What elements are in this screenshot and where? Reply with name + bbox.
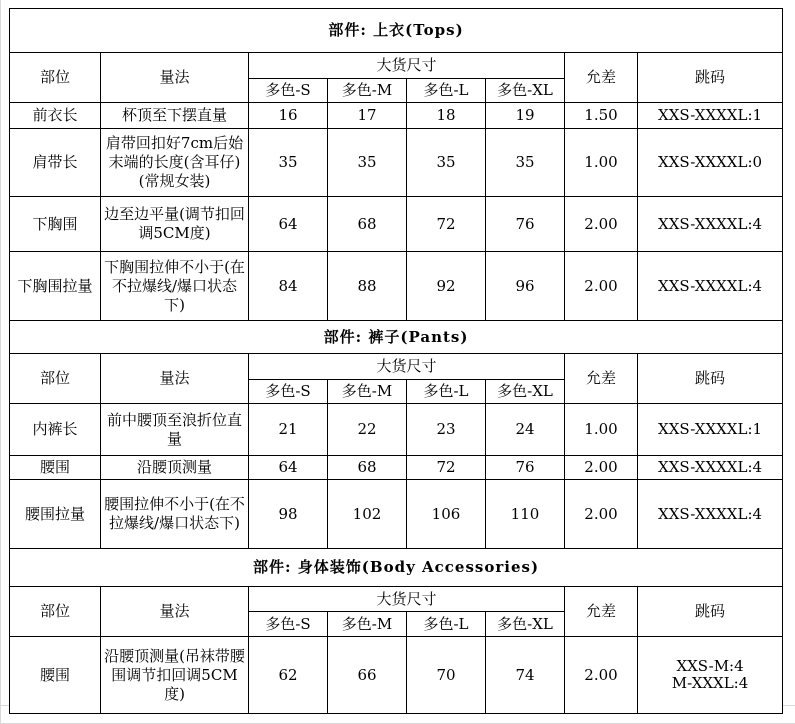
grading-cell: [638, 637, 783, 714]
size-value: 35: [407, 129, 486, 197]
header-tolerance: 允差: [565, 53, 638, 103]
header-size: 多色-XL: [486, 612, 565, 637]
measure-method: 边至边平量(调节扣回调5CM度): [101, 197, 249, 252]
measure-method: 前中腰顶至浪折位直量: [101, 404, 249, 456]
tolerance-value: 1.00: [565, 404, 638, 456]
size-value: 74: [486, 637, 565, 714]
size-value: 24: [486, 404, 565, 456]
part-name: 内裤长: [10, 404, 101, 456]
header-row: [10, 587, 783, 612]
size-value: 84: [249, 252, 328, 321]
part-name: 下胸围: [10, 197, 101, 252]
section-title-row: [10, 9, 783, 53]
section-title: 部件: 上衣(Tops): [10, 9, 783, 53]
size-value: 64: [249, 197, 328, 252]
size-value: 88: [328, 252, 407, 321]
size-value: 62: [249, 637, 328, 714]
grading-cell: [638, 252, 783, 321]
size-value: 35: [328, 129, 407, 197]
grading-cell: [638, 129, 783, 197]
grading-value: XXS-XXXXL:4: [658, 214, 763, 233]
table-row: [10, 637, 783, 714]
size-value: 96: [486, 252, 565, 321]
tolerance-value: 2.00: [565, 456, 638, 480]
measure-method: 沿腰顶测量(吊袜带腰围调节扣回调5CM度): [101, 637, 249, 714]
size-value: 21: [249, 404, 328, 456]
table-row: [10, 404, 783, 456]
grading-value: XXS-M:4: [676, 657, 744, 675]
header-size: 多色-XL: [486, 380, 565, 404]
header-method: 量法: [101, 53, 249, 103]
part-name: 肩带长: [10, 129, 101, 197]
header-row: [10, 354, 783, 380]
grading-value: XXS-XXXXL:4: [658, 458, 763, 476]
table-row: [10, 480, 783, 549]
grading-cell: [638, 103, 783, 129]
header-size: 多色-XL: [486, 79, 565, 103]
header-grading: 跳码: [638, 587, 783, 637]
size-value: 23: [407, 404, 486, 456]
measure-method: 肩带回扣好7cm后始末端的长度(含耳仔)(常规女装): [101, 129, 249, 197]
size-value: 18: [407, 103, 486, 129]
grading-cell: [638, 197, 783, 252]
header-size-group: 大货尺寸: [249, 354, 565, 380]
header-method: 量法: [101, 354, 249, 404]
header-size: 多色-S: [249, 612, 328, 637]
header-size: 多色-M: [328, 612, 407, 637]
part-name: 前衣长: [10, 103, 101, 129]
section-title: 部件: 裤子(Pants): [10, 321, 783, 354]
grading-cell: [638, 480, 783, 549]
size-value: 72: [407, 456, 486, 480]
table-row: [10, 456, 783, 480]
grading-value: M-XXXL:4: [671, 674, 749, 692]
size-value: 16: [249, 103, 328, 129]
size-value: 22: [328, 404, 407, 456]
table-row: [10, 197, 783, 252]
header-size: 多色-M: [328, 79, 407, 103]
grading-value: XXS-XXXXL:1: [658, 106, 763, 124]
measure-method: 杯顶至下摆直量: [101, 103, 249, 129]
header-method: 量法: [101, 587, 249, 637]
table-row: [10, 103, 783, 129]
grading-cell: [638, 456, 783, 480]
header-size-group: 大货尺寸: [249, 53, 565, 79]
header-grading: 跳码: [638, 354, 783, 404]
header-row: [10, 53, 783, 79]
part-name: 下胸围拉量: [10, 252, 101, 321]
header-tolerance: 允差: [565, 354, 638, 404]
size-value: 76: [486, 197, 565, 252]
header-part: 部位: [10, 53, 101, 103]
section-title: 部件: 身体装饰(Body Accessories): [10, 549, 783, 587]
size-value: 98: [249, 480, 328, 549]
measure-method: 沿腰顶测量: [101, 456, 249, 480]
measure-method: 下胸围拉伸不小于(在不拉爆线/爆口状态下): [101, 252, 249, 321]
size-value: 106: [407, 480, 486, 549]
header-size: 多色-L: [407, 380, 486, 404]
grading-cell: [638, 404, 783, 456]
header-part: 部位: [10, 354, 101, 404]
grading-value: XXS-XXXXL:1: [658, 420, 763, 438]
size-value: 110: [486, 480, 565, 549]
size-value: 35: [486, 129, 565, 197]
header-part: 部位: [10, 587, 101, 637]
size-value: 72: [407, 197, 486, 252]
tolerance-value: 2.00: [565, 252, 638, 321]
tolerance-value: 2.00: [565, 480, 638, 549]
table-row: [10, 252, 783, 321]
tolerance-value: 2.00: [565, 197, 638, 252]
tolerance-value: 1.00: [565, 129, 638, 197]
section-title-row: [10, 549, 783, 587]
header-size: 多色-M: [328, 380, 407, 404]
spec-table: [9, 8, 783, 714]
size-value: 68: [328, 197, 407, 252]
header-size: 多色-L: [407, 79, 486, 103]
measure-method: 腰围拉伸不小于(在不拉爆线/爆口状态下): [101, 480, 249, 549]
part-name: 腰围: [10, 456, 101, 480]
size-value: 76: [486, 456, 565, 480]
size-value: 92: [407, 252, 486, 321]
grading-value: XXS-XXXXL:4: [658, 504, 763, 523]
grading-value: XXS-XXXXL:4: [658, 276, 763, 295]
header-size-group: 大货尺寸: [249, 587, 565, 612]
tolerance-value: 2.00: [565, 637, 638, 714]
size-value: 64: [249, 456, 328, 480]
header-size: 多色-L: [407, 612, 486, 637]
part-name: 腰围: [10, 637, 101, 714]
header-size: 多色-S: [249, 79, 328, 103]
header-grading: 跳码: [638, 53, 783, 103]
header-tolerance: 允差: [565, 587, 638, 637]
tolerance-value: 1.50: [565, 103, 638, 129]
size-value: 66: [328, 637, 407, 714]
size-value: 70: [407, 637, 486, 714]
size-value: 68: [328, 456, 407, 480]
table-row: [10, 129, 783, 197]
size-value: 102: [328, 480, 407, 549]
section-title-row: [10, 321, 783, 354]
header-size: 多色-S: [249, 380, 328, 404]
part-name: 腰围拉量: [10, 480, 101, 549]
grading-value: XXS-XXXXL:0: [658, 153, 763, 171]
size-value: 19: [486, 103, 565, 129]
size-value: 35: [249, 129, 328, 197]
size-value: 17: [328, 103, 407, 129]
